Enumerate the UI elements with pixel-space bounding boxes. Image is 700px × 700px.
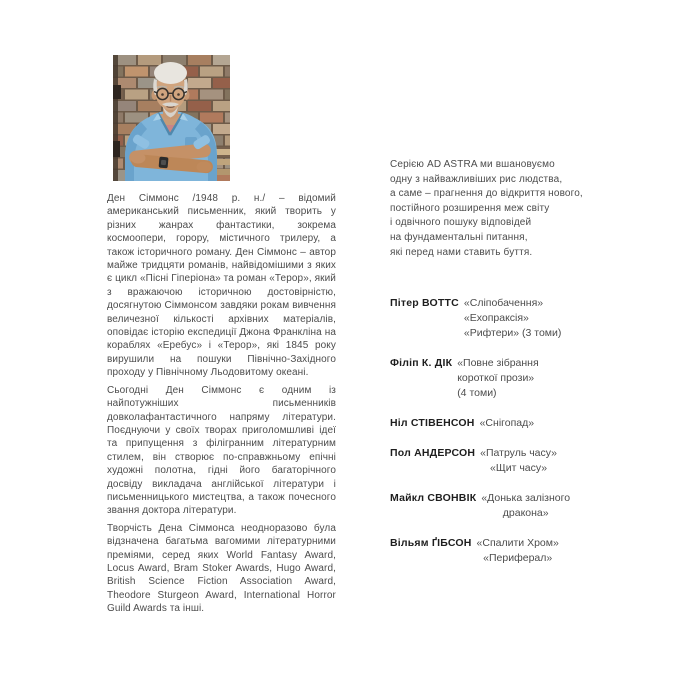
book-title-line: «Сліпобачення» [463,297,544,309]
book-titles [477,536,559,566]
author-entry [390,296,650,341]
book-titles [480,446,557,476]
author-entry [390,356,650,401]
series-note-line: на фундаментальні питання, [390,231,528,243]
book-titles [481,491,570,521]
author-name: Філіп К. ДІК [390,357,453,369]
author-entry [390,491,650,521]
book-title-line: «Рифтери» (3 томи) [463,327,562,339]
book-titles [457,356,538,401]
book-title-line: короткої прози» [457,372,535,384]
author-entry [390,536,650,566]
bio-paragraph-2: Сьогодні Ден Сіммонс є одним із найпотужніших письменників довколафантастичного напряму літератури. Поєднуючи у своїх творах приголомшливі ідеї та припущення з філігранним літературним стилем, він створює по-справжньому епічні художні полотна, гідні його багаторічного досвіду викладача англійської літератури і письменницького мистецтва, а також почесного звання доктора літератури. [107,384,336,517]
book-title-line: «Щит часу» [490,462,548,474]
book-titles [480,416,534,431]
author-photo-illustration [113,55,230,181]
series-note [390,158,610,260]
book-titles [464,296,561,341]
author-name: Пітер ВОТТС [390,297,459,309]
bio-paragraph-3: Творчість Дена Сіммонса неодноразово була відзначена багатьма вагомими літературними преміями, серед яких World Fantasy Award, Locus Award, Bram Stoker Awards, Hugo Award, British Science Fiction Association Award, Theodore Sturgeon Award, International Horror Guild Awards та інші. [107,522,336,615]
series-note-line: одну з найважливіших рис людства, [390,173,563,185]
book-title-line: «Снігопад» [479,417,535,429]
book-title-line: дракона» [502,507,549,519]
author-entry [390,446,650,476]
series-note-line: які перед нами ставить буття. [390,246,533,258]
bio-paragraph-1: Ден Сіммонс /1948 р. н./ – відомий американський письменник, який творить у різних жанрах фантастики, зокрема космоопери, горору, містичного трилеру, а також історичного роману. Ден Сіммонс – автор майже тридцяти романів, найвідомішими з яких є цикл «Пісні Гіперіона» та роман «Терор», який з вражаючою історичною достовірністю, досягнутою Сіммонсом завдяки рокам вивчення величезної кількості архівних матеріалів, оповідає історію експедиції Джона Франкліна на кораблях «Еребус» і «Терор», які 1845 року вирушили на пошуки Північно-Західного проходу у Північному Льодовитому океані. [107,193,336,379]
book-title-line: «Повне зібрання [457,357,539,369]
author-entry [390,416,650,431]
book-title-line: «Патруль часу» [480,447,557,459]
author-name: Вільям ҐІБСОН [390,537,472,549]
book-title-line: (4 томи) [457,387,497,399]
author-name: Майкл СВОНВІК [390,492,477,504]
series-catalog [390,296,650,581]
series-note-line: постійного розширення меж світу [390,202,550,214]
author-name: Пол АНДЕРСОН [390,447,476,459]
series-note-line: а саме – прагнення до відкриття нового, [390,188,583,200]
series-note-line: і одвічного пошуку відповідей [390,217,532,229]
author-name: Ніл СТІВЕНСОН [390,417,475,429]
author-photo [113,55,230,181]
book-title-line: «Спалити Хром» [476,537,559,549]
book-title-line: «Ехопраксія» [463,312,529,324]
biography-section [107,192,336,620]
book-title-line: «Донька залізного [481,492,571,504]
series-note-line: Серією AD ASTRA ми вшановуємо [390,159,555,170]
book-title-line: «Периферал» [483,552,553,564]
